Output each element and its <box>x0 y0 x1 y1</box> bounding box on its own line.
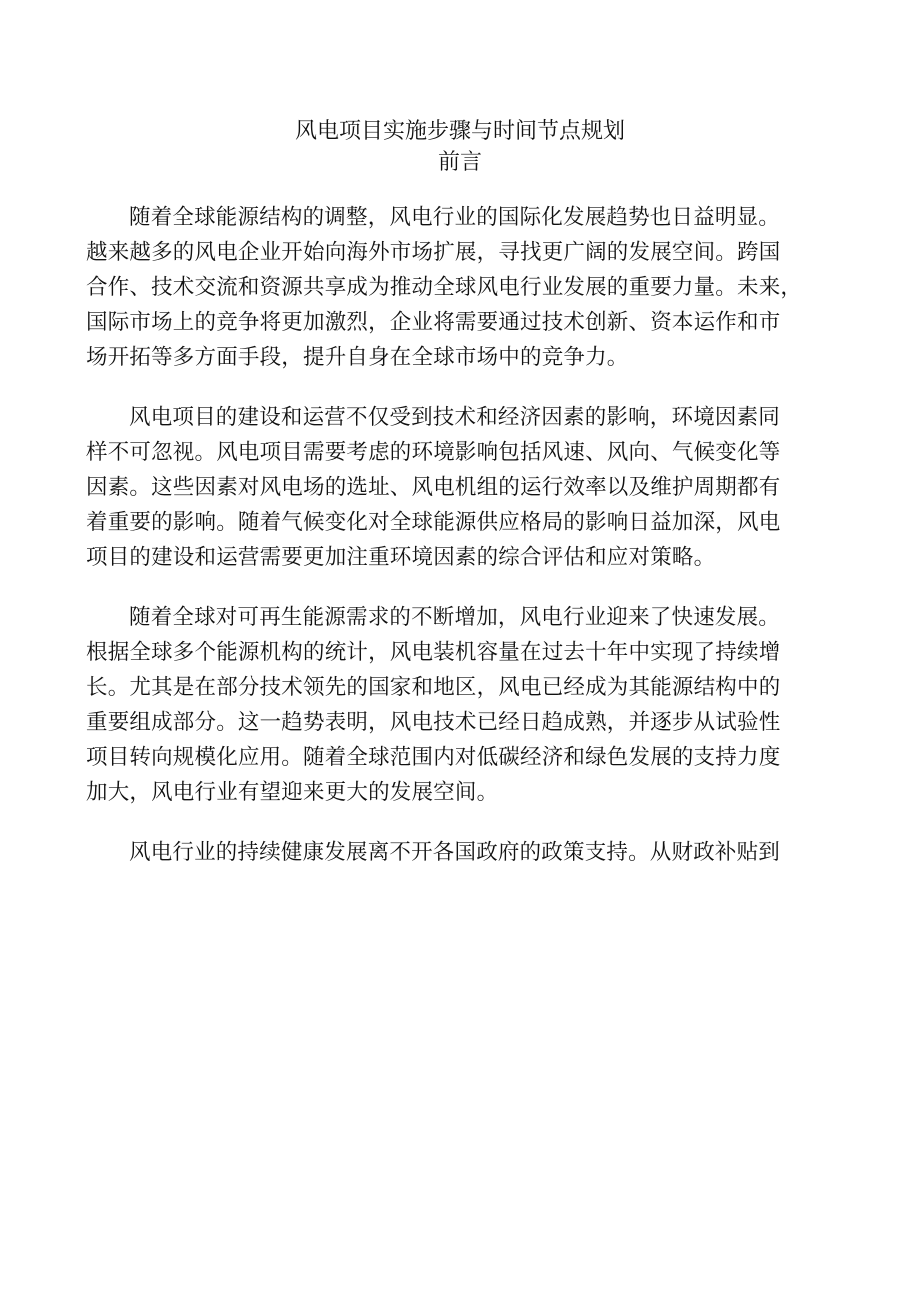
paragraph-line: 风电行业的持续健康发展离不开各国政府的政策支持。从财政补贴到 <box>129 840 781 865</box>
paragraph-3 <box>86 600 830 810</box>
paragraph-line: 着重要的影响。随着气候变化对全球能源供应格局的影响日益加深，风电 <box>86 510 781 535</box>
paragraph-line: 随着全球能源结构的调整，风电行业的国际化发展趋势也日益明显。 <box>129 205 781 230</box>
paragraph-4 <box>86 835 830 870</box>
paragraph-line: 根据全球多个能源机构的统计，风电装机容量在过去十年中实现了持续增 <box>86 640 781 665</box>
paragraph-line: 项目的建设和运营需要更加注重环境因素的综合评估和应对策略。 <box>86 545 716 570</box>
paragraph-line: 风电项目的建设和运营不仅受到技术和经济因素的影响，环境因素同 <box>129 405 781 430</box>
paragraph-line: 项目转向规模化应用。随着全球范围内对低碳经济和绿色发展的支持力度 <box>86 745 781 770</box>
paragraph-line: 加大，风电行业有望迎来更大的发展空间。 <box>86 780 499 805</box>
section-heading: 前言 <box>437 150 482 175</box>
paragraph-line: 因素。这些因素对风电场的选址、风电机组的运行效率以及维护周期都有 <box>86 475 781 500</box>
paragraph-line: 合作、技术交流和资源共享成为推动全球风电行业发展的重要力量。未来， <box>86 275 803 300</box>
paragraph-line: 随着全球对可再生能源需求的不断增加，风电行业迎来了快速发展。 <box>129 605 781 630</box>
paragraph-line: 国际市场上的竞争将更加激烈，企业将需要通过技术创新、资本运作和市 <box>86 310 781 335</box>
paragraph-line: 样不可忽视。风电项目需要考虑的环境影响包括风速、风向、气候变化等 <box>86 440 781 465</box>
paragraph-line: 重要组成部分。这一趋势表明，风电技术已经日趋成熟，并逐步从试验性 <box>86 710 781 735</box>
paragraph-line: 长。尤其是在部分技术领先的国家和地区，风电已经成为其能源结构中的 <box>86 675 781 700</box>
paragraph-line: 场开拓等多方面手段，提升自身在全球市场中的竞争力。 <box>86 345 629 370</box>
document-body <box>86 200 830 895</box>
paragraph-line: 越来越多的风电企业开始向海外市场扩展，寻找更广阔的发展空间。跨国 <box>86 240 781 265</box>
document-title: 风电项目实施步骤与时间节点规划 <box>294 119 625 144</box>
paragraph-2 <box>86 400 830 575</box>
paragraph-1 <box>86 200 830 375</box>
